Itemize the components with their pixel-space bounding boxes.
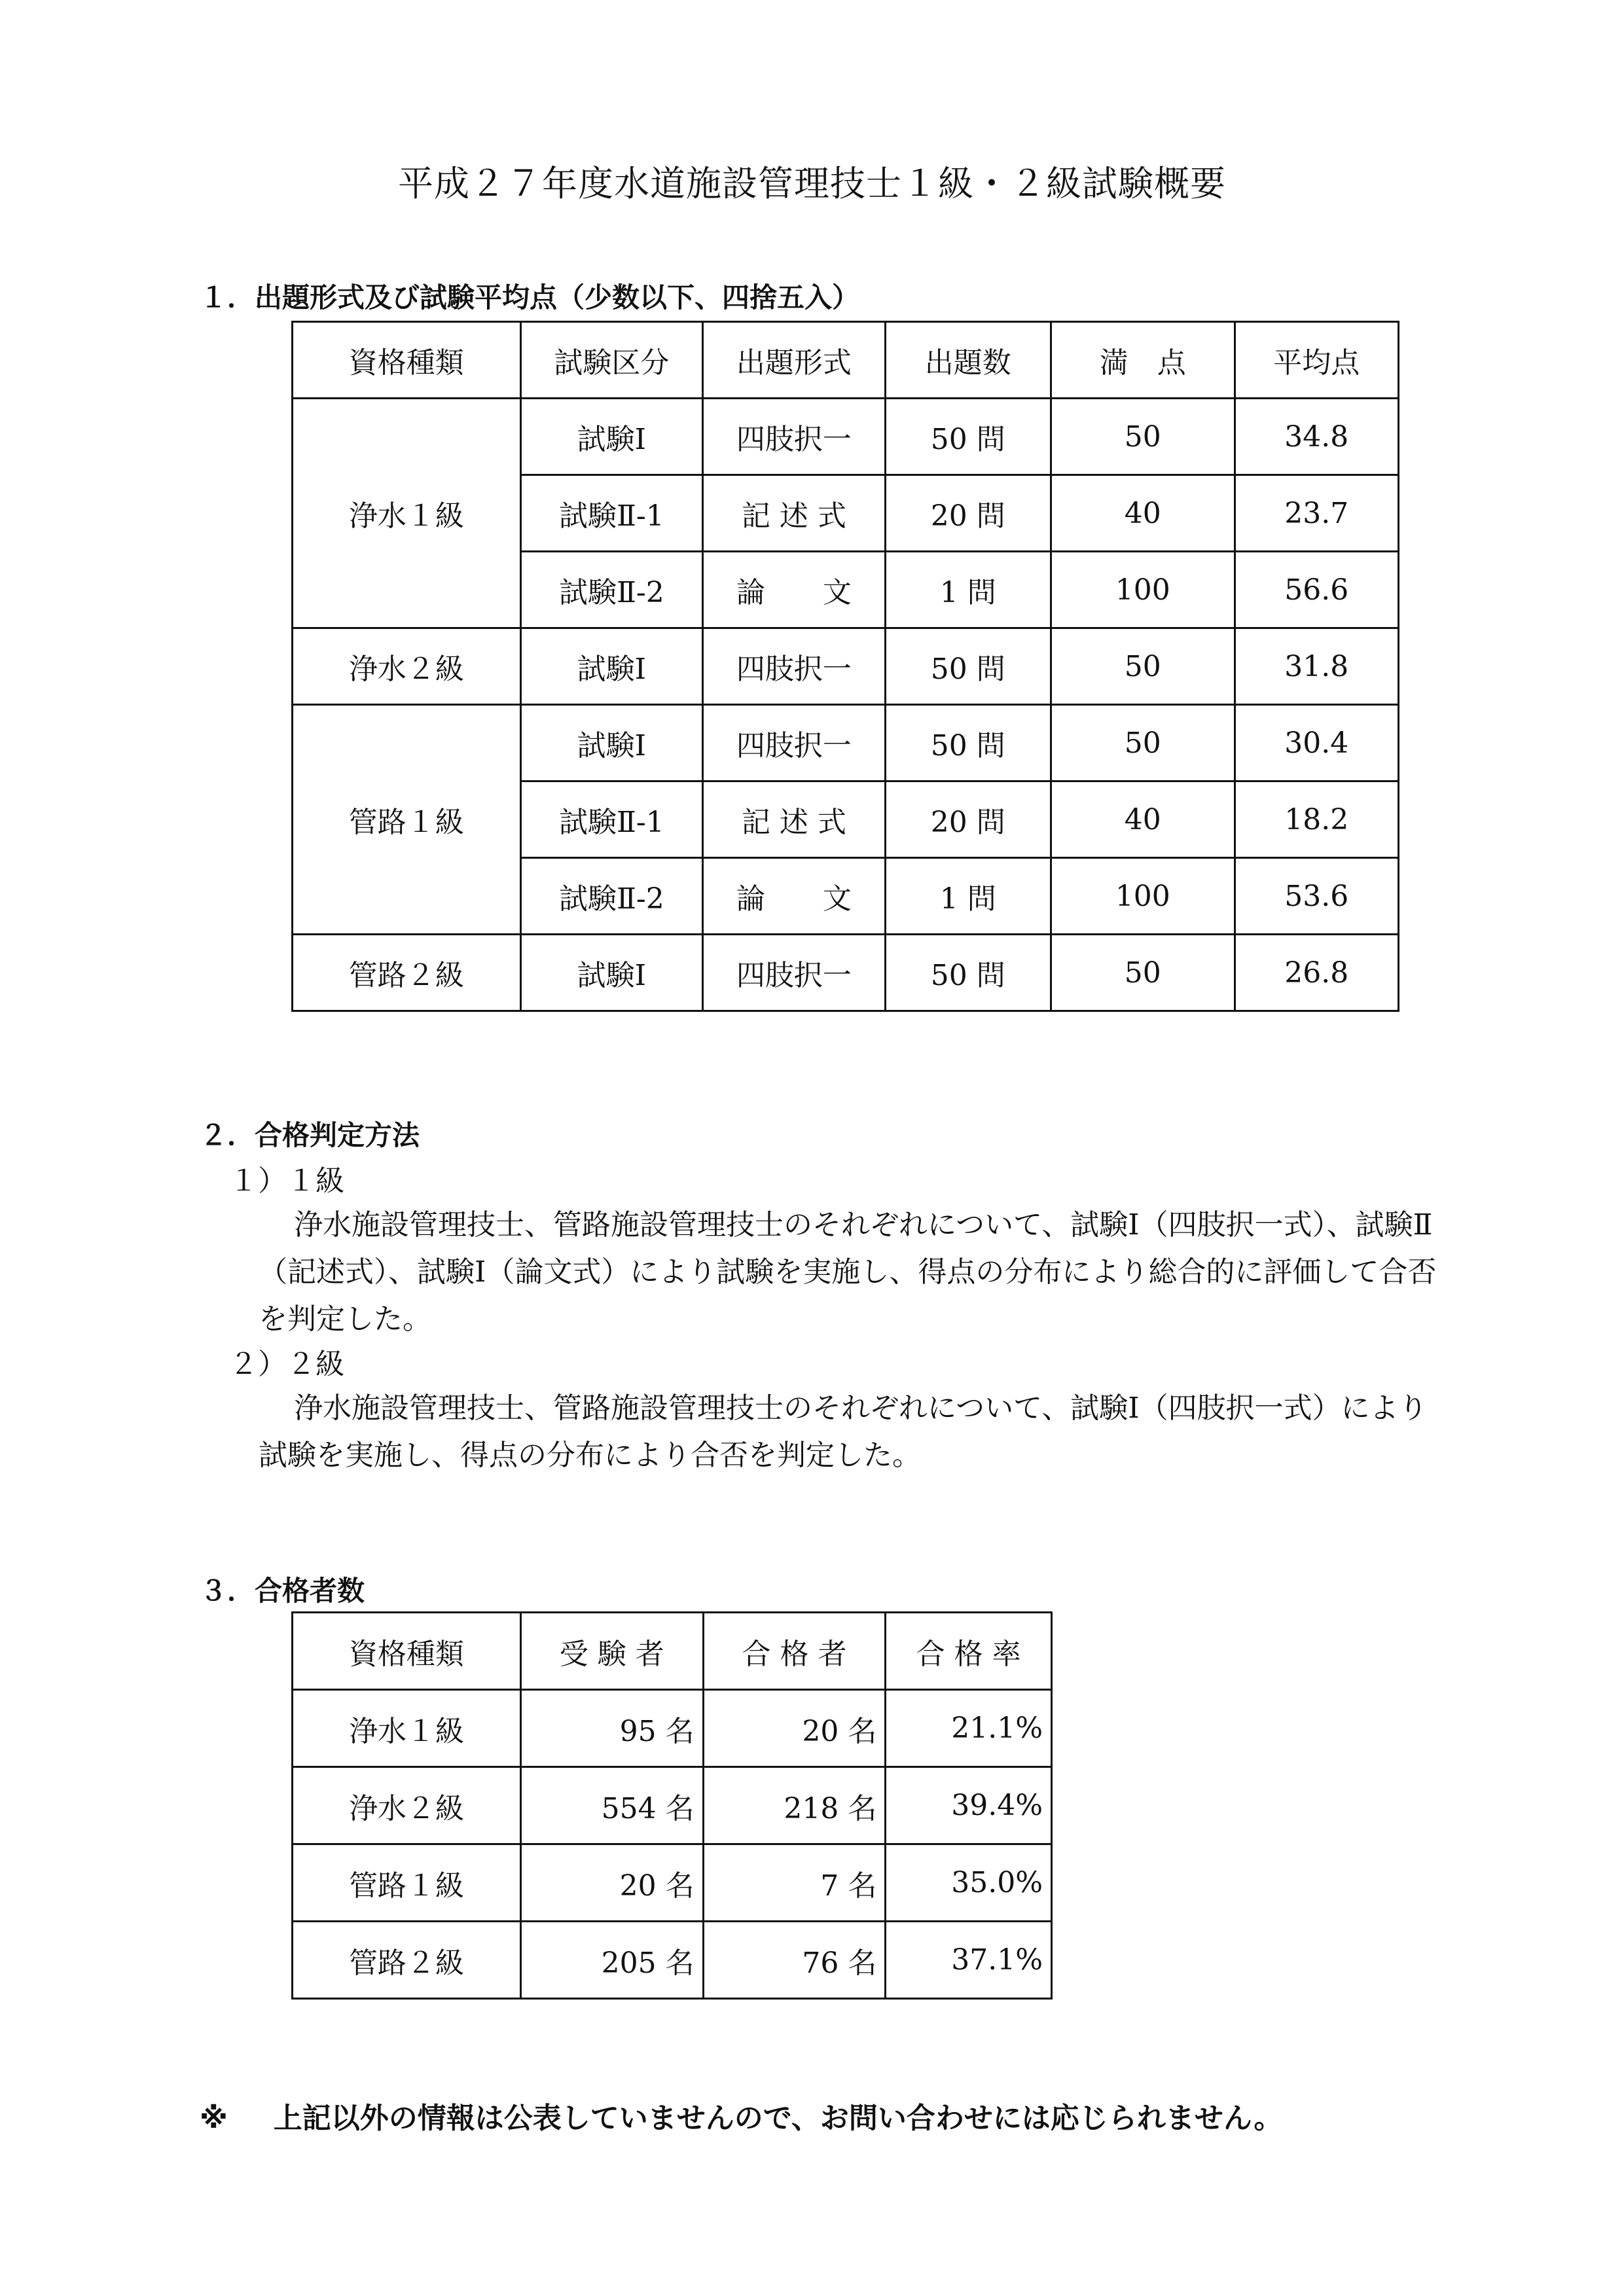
pass-rate-cell: 39.4% [886, 1767, 1052, 1844]
qualification-cell: 管路１級 [293, 1844, 521, 1922]
table-row [293, 1690, 1052, 1767]
table-header-row [293, 1613, 1052, 1690]
count-cell: 1 問 [885, 858, 1051, 935]
grade1-description: 浄水施設管理技士、管路施設管理技士のそれぞれについて、試験Ⅰ（四肢択一式）、試験Ⅱ（記述式）、試験Ⅰ（論文式）により試験を実施し、得点の分布により総合的に評価して合否を判定した。 [259, 1208, 1437, 1336]
full-score-cell: 100 [1051, 552, 1235, 628]
format-cell: 記 述 式 [703, 475, 885, 552]
qualification-cell: 浄水１級 [293, 1690, 521, 1767]
average-cell: 30.4 [1235, 705, 1399, 781]
full-score-cell: 50 [1051, 705, 1235, 781]
format-cell: 四肢択一 [703, 399, 885, 475]
qualification-cell: 浄水１級 [293, 399, 521, 628]
format-cell: 四肢択一 [703, 628, 885, 705]
count-cell: 20 問 [885, 475, 1051, 552]
table-row [293, 1767, 1052, 1844]
full-score-cell: 100 [1051, 858, 1235, 935]
header-pass-rate: 合 格 率 [886, 1613, 1052, 1690]
passed-cell: 20 名 [703, 1690, 886, 1767]
count-cell: 50 問 [885, 628, 1051, 705]
average-cell: 34.8 [1235, 399, 1399, 475]
format-cell: 四肢択一 [703, 705, 885, 781]
pass-rate-cell: 37.1% [886, 1922, 1052, 1999]
exam-cell: 試験Ⅰ [520, 628, 702, 705]
format-cell: 記 述 式 [703, 781, 885, 858]
table-row [293, 1844, 1052, 1922]
average-cell: 31.8 [1235, 628, 1399, 705]
header-passed: 合 格 者 [703, 1613, 886, 1690]
qualification-cell: 管路２級 [293, 1922, 521, 1999]
table-header-row [293, 322, 1399, 399]
exam-cell: 試験Ⅱ-1 [520, 781, 702, 858]
examinees-cell: 95 名 [520, 1690, 703, 1767]
qualification-cell: 管路２級 [293, 935, 521, 1011]
qualification-cell: 浄水２級 [293, 1767, 521, 1844]
exam-cell: 試験Ⅱ-1 [520, 475, 702, 552]
average-cell: 18.2 [1235, 781, 1399, 858]
examinees-cell: 20 名 [520, 1844, 703, 1922]
examinees-cell: 205 名 [520, 1922, 703, 1999]
full-score-cell: 50 [1051, 399, 1235, 475]
exam-format-table [291, 321, 1399, 1012]
section2-heading: ２．合格判定方法 [200, 1119, 420, 1151]
passed-cell: 76 名 [703, 1922, 886, 1999]
header-exam-category: 試験区分 [520, 322, 702, 399]
section1-heading: １．出題形式及び試験平均点（少数以下、四捨五入） [200, 281, 860, 314]
header-examinees: 受 験 者 [520, 1613, 703, 1690]
grade1-label: １）１級 [229, 1164, 344, 1198]
header-qualification: 資格種類 [293, 322, 521, 399]
header-question-count: 出題数 [885, 322, 1051, 399]
format-cell: 論 文 [703, 552, 885, 628]
header-question-format: 出題形式 [703, 322, 885, 399]
table-row [293, 399, 1399, 475]
section3-heading: ３．合格者数 [200, 1575, 365, 1607]
pass-rate-cell: 21.1% [886, 1690, 1052, 1767]
full-score-cell: 50 [1051, 935, 1235, 1011]
header-full-score: 満 点 [1051, 322, 1235, 399]
header-average-score: 平均点 [1235, 322, 1399, 399]
table-row [293, 935, 1399, 1011]
exam-cell: 試験Ⅰ [520, 935, 702, 1011]
passed-cell: 218 名 [703, 1767, 886, 1844]
table-row [293, 705, 1399, 781]
average-cell: 56.6 [1235, 552, 1399, 628]
exam-cell: 試験Ⅰ [520, 399, 702, 475]
count-cell: 50 問 [885, 705, 1051, 781]
full-score-cell: 50 [1051, 628, 1235, 705]
pass-count-table [291, 1611, 1053, 2000]
reference-mark: ※ [200, 2102, 228, 2135]
header-qualification: 資格種類 [293, 1613, 521, 1690]
footnote-text: 上記以外の情報は公表していませんので、お問い合わせには応じられません。 [273, 2102, 1283, 2135]
footnote [200, 2094, 1283, 2136]
grade2-label: ２）２級 [229, 1348, 344, 1381]
count-cell: 50 問 [885, 935, 1051, 1011]
page-title: 平成２７年度水道施設管理技士１級・２級試験概要 [398, 163, 1226, 204]
count-cell: 50 問 [885, 399, 1051, 475]
format-cell: 四肢択一 [703, 935, 885, 1011]
format-cell: 論 文 [703, 858, 885, 935]
count-cell: 20 問 [885, 781, 1051, 858]
full-score-cell: 40 [1051, 475, 1235, 552]
table-row [293, 1922, 1052, 1999]
average-cell: 26.8 [1235, 935, 1399, 1011]
grade2-description: 浄水施設管理技士、管路施設管理技士のそれぞれについて、試験Ⅰ（四肢択一式）により試験を実施し、得点の分布により合否を判定した。 [259, 1391, 1428, 1472]
passed-cell: 7 名 [703, 1844, 886, 1922]
average-cell: 23.7 [1235, 475, 1399, 552]
exam-cell: 試験Ⅱ-2 [520, 858, 702, 935]
exam-cell: 試験Ⅰ [520, 705, 702, 781]
table-row [293, 628, 1399, 705]
count-cell: 1 問 [885, 552, 1051, 628]
full-score-cell: 40 [1051, 781, 1235, 858]
exam-cell: 試験Ⅱ-2 [520, 552, 702, 628]
qualification-cell: 浄水２級 [293, 628, 521, 705]
average-cell: 53.6 [1235, 858, 1399, 935]
examinees-cell: 554 名 [520, 1767, 703, 1844]
qualification-cell: 管路１級 [293, 705, 521, 935]
pass-rate-cell: 35.0% [886, 1844, 1052, 1922]
